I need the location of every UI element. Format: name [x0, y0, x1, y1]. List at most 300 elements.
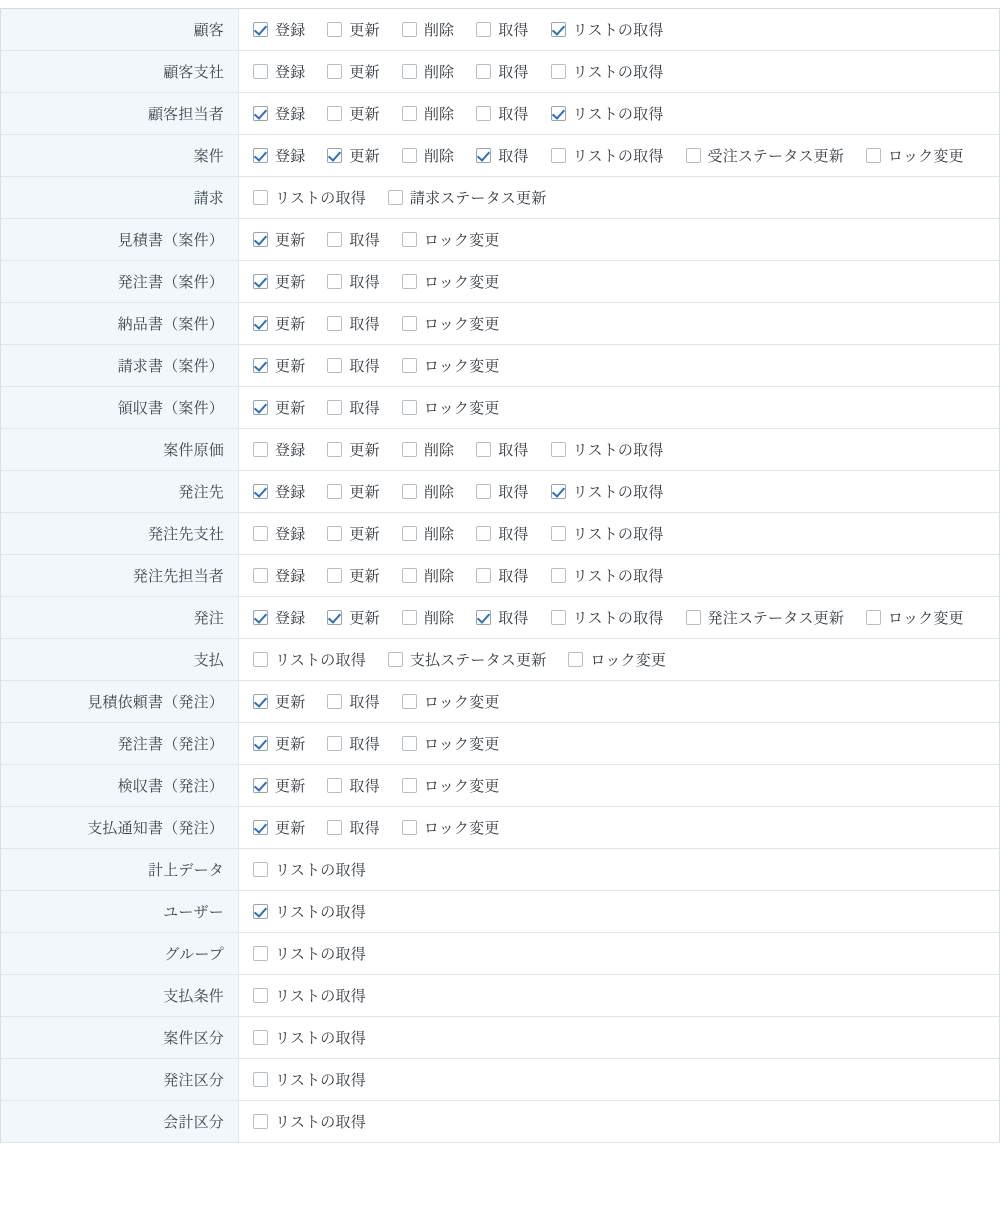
permission-checkbox-option[interactable] [568, 649, 666, 670]
permission-checkbox-option[interactable] [402, 313, 500, 334]
permission-row-label: 案件区分 [1, 1017, 239, 1059]
checkbox-unchecked-icon[interactable] [476, 64, 491, 79]
permission-checkbox-option[interactable] [327, 397, 379, 418]
permission-checkbox-option[interactable] [402, 61, 454, 82]
permission-checkbox-option[interactable] [402, 733, 500, 754]
permission-checkbox-option[interactable] [402, 103, 454, 124]
checkbox-checked-icon[interactable] [253, 232, 268, 247]
permission-option-label: リストの取得 [275, 988, 366, 1005]
permission-option-label: 更新 [275, 316, 306, 333]
checkbox-unchecked-icon[interactable] [253, 442, 268, 457]
permission-checkbox-option[interactable] [476, 19, 528, 40]
checkbox-checked-icon[interactable] [476, 610, 491, 625]
checkbox-unchecked-icon[interactable] [551, 64, 566, 79]
permission-option-label: 請求ステータス更新 [409, 190, 547, 207]
permission-option-label: 登録 [275, 22, 306, 39]
checkbox-unchecked-icon[interactable] [402, 106, 417, 121]
checkbox-unchecked-icon[interactable] [476, 526, 491, 541]
permission-row [1, 849, 1000, 891]
permission-checkbox-option[interactable] [476, 481, 528, 502]
permission-option-label: 削除 [423, 64, 455, 81]
checkbox-unchecked-icon[interactable] [388, 652, 403, 667]
permission-settings-table [0, 8, 1000, 1143]
permission-option-label: 取得 [498, 484, 529, 501]
checkbox-checked-icon[interactable] [253, 904, 268, 919]
permission-row [1, 891, 1000, 933]
permission-options [239, 723, 1000, 765]
permission-row [1, 471, 1000, 513]
permission-options [239, 219, 1000, 261]
permission-checkbox-option[interactable] [402, 691, 500, 712]
permission-option-label: 取得 [498, 64, 529, 81]
permission-checkbox-option[interactable] [327, 355, 379, 376]
permission-option-label: ロック変更 [423, 400, 500, 417]
permission-option-label: 取得 [349, 778, 380, 795]
permission-option-label: 登録 [275, 148, 306, 165]
permission-option-label: 削除 [423, 22, 455, 39]
permission-checkbox-option[interactable] [402, 145, 454, 166]
permission-checkbox-option[interactable] [253, 481, 305, 502]
permission-row-label: 顧客担当者 [1, 93, 239, 135]
permission-checkbox-option[interactable] [327, 145, 379, 166]
permission-option-label: ロック変更 [888, 610, 964, 627]
checkbox-unchecked-icon[interactable] [476, 484, 491, 499]
permission-checkbox-option[interactable] [686, 607, 845, 628]
checkbox-unchecked-icon[interactable] [327, 736, 342, 751]
permission-checkbox-option[interactable] [476, 145, 528, 166]
permission-checkbox-option[interactable] [253, 901, 366, 922]
permission-checkbox-option[interactable] [327, 61, 379, 82]
checkbox-unchecked-icon[interactable] [402, 64, 417, 79]
permission-checkbox-option[interactable] [253, 649, 366, 670]
permission-checkbox-option[interactable] [327, 733, 379, 754]
permission-checkbox-option[interactable] [402, 523, 454, 544]
permission-checkbox-option[interactable] [551, 607, 664, 628]
permission-option-label: ロック変更 [423, 232, 500, 249]
permission-row [1, 1101, 1000, 1143]
permission-row-label: 支払通知書（発注） [1, 807, 239, 849]
permission-row [1, 1017, 1000, 1059]
permission-option-label: 削除 [423, 526, 455, 543]
checkbox-unchecked-icon[interactable] [327, 778, 342, 793]
permission-option-label: リストの取得 [275, 1072, 366, 1089]
permission-checkbox-option[interactable] [253, 943, 366, 964]
permission-row-label: ユーザー [1, 891, 239, 933]
permission-options [239, 597, 1000, 639]
permission-checkbox-option[interactable] [253, 985, 366, 1006]
permission-checkbox-option[interactable] [686, 145, 845, 166]
permission-option-label: ロック変更 [423, 316, 500, 333]
permission-checkbox-option[interactable] [551, 439, 664, 460]
permission-row-label: 発注書（発注） [1, 723, 239, 765]
permission-checkbox-option[interactable] [551, 61, 664, 82]
permission-row [1, 597, 1000, 639]
permission-option-label: 取得 [349, 820, 380, 837]
permission-row-label: 発注先支社 [1, 513, 239, 555]
permission-option-label: 取得 [349, 232, 380, 249]
permission-option-label: リストの取得 [275, 1114, 366, 1131]
checkbox-checked-icon[interactable] [551, 484, 566, 499]
checkbox-unchecked-icon[interactable] [327, 274, 342, 289]
permission-option-label: 更新 [349, 106, 380, 123]
permission-row [1, 723, 1000, 765]
permission-checkbox-option[interactable] [551, 103, 664, 124]
checkbox-unchecked-icon[interactable] [476, 106, 491, 121]
permission-checkbox-option[interactable] [402, 19, 454, 40]
permission-row [1, 639, 1000, 681]
checkbox-unchecked-icon[interactable] [327, 22, 342, 37]
checkbox-unchecked-icon[interactable] [402, 358, 417, 373]
permission-checkbox-option[interactable] [402, 355, 500, 376]
permission-option-label: リストの取得 [572, 22, 664, 39]
checkbox-checked-icon[interactable] [327, 610, 342, 625]
checkbox-checked-icon[interactable] [253, 316, 268, 331]
permission-checkbox-option[interactable] [551, 145, 664, 166]
permission-options [239, 93, 1000, 135]
permission-option-label: 削除 [423, 610, 455, 627]
permission-option-label: 取得 [498, 610, 529, 627]
permission-row [1, 303, 1000, 345]
permission-row [1, 261, 1000, 303]
permission-checkbox-option[interactable] [327, 271, 379, 292]
checkbox-unchecked-icon[interactable] [402, 400, 417, 415]
permission-checkbox-option[interactable] [253, 1111, 366, 1132]
permission-checkbox-option[interactable] [253, 565, 305, 586]
checkbox-unchecked-icon[interactable] [866, 610, 881, 625]
checkbox-unchecked-icon[interactable] [327, 232, 342, 247]
checkbox-unchecked-icon[interactable] [402, 148, 417, 163]
permission-option-label: 登録 [275, 526, 306, 543]
checkbox-unchecked-icon[interactable] [327, 64, 342, 79]
permission-checkbox-option[interactable] [402, 607, 454, 628]
permission-checkbox-option[interactable] [327, 439, 379, 460]
checkbox-unchecked-icon[interactable] [253, 64, 268, 79]
permission-checkbox-option[interactable] [253, 61, 305, 82]
checkbox-unchecked-icon[interactable] [402, 526, 417, 541]
permission-checkbox-option[interactable] [253, 103, 305, 124]
permission-checkbox-option[interactable] [476, 565, 528, 586]
checkbox-unchecked-icon[interactable] [327, 106, 342, 121]
permission-checkbox-option[interactable] [253, 1069, 366, 1090]
permission-checkbox-option[interactable] [327, 481, 379, 502]
permission-options [239, 681, 1000, 723]
permission-checkbox-option[interactable] [476, 607, 528, 628]
permission-option-label: ロック変更 [423, 358, 500, 375]
permission-checkbox-option[interactable] [551, 565, 664, 586]
checkbox-unchecked-icon[interactable] [327, 568, 342, 583]
permission-checkbox-option[interactable] [866, 145, 964, 166]
permission-checkbox-option[interactable] [476, 439, 528, 460]
permission-checkbox-option[interactable] [402, 439, 454, 460]
checkbox-unchecked-icon[interactable] [402, 736, 417, 751]
checkbox-unchecked-icon[interactable] [402, 442, 417, 457]
permission-row [1, 177, 1000, 219]
permission-checkbox-option[interactable] [327, 691, 379, 712]
permission-checkbox-option[interactable] [327, 19, 379, 40]
checkbox-checked-icon[interactable] [253, 400, 268, 415]
permission-options [239, 891, 1000, 933]
permission-checkbox-option[interactable] [253, 145, 305, 166]
permission-options [239, 975, 1000, 1017]
permission-row-label: 見積書（案件） [1, 219, 239, 261]
permission-option-label: 更新 [275, 232, 306, 249]
checkbox-unchecked-icon[interactable] [253, 988, 268, 1003]
permission-checkbox-option[interactable] [253, 439, 305, 460]
checkbox-unchecked-icon[interactable] [686, 148, 701, 163]
checkbox-unchecked-icon[interactable] [402, 610, 417, 625]
checkbox-checked-icon[interactable] [253, 820, 268, 835]
permission-checkbox-option[interactable] [402, 229, 500, 250]
permission-option-label: 更新 [275, 820, 306, 837]
permission-checkbox-option[interactable] [253, 397, 305, 418]
permission-checkbox-option[interactable] [476, 103, 528, 124]
permission-checkbox-option[interactable] [253, 733, 305, 754]
permission-row [1, 1059, 1000, 1101]
permission-option-label: リストの取得 [572, 442, 664, 459]
permission-checkbox-option[interactable] [551, 19, 664, 40]
checkbox-unchecked-icon[interactable] [476, 22, 491, 37]
checkbox-unchecked-icon[interactable] [686, 610, 701, 625]
checkbox-unchecked-icon[interactable] [402, 316, 417, 331]
permission-option-label: 更新 [275, 778, 306, 795]
checkbox-unchecked-icon[interactable] [866, 148, 881, 163]
checkbox-checked-icon[interactable] [253, 22, 268, 37]
checkbox-unchecked-icon[interactable] [551, 610, 566, 625]
permission-options [239, 849, 1000, 891]
permission-option-label: 取得 [349, 274, 380, 291]
permission-option-label: リストの取得 [572, 568, 664, 585]
permission-option-label: ロック変更 [423, 274, 500, 291]
permission-option-label: リストの取得 [572, 484, 664, 501]
permission-option-label: 取得 [498, 526, 529, 543]
permission-options [239, 135, 1000, 177]
permission-checkbox-option[interactable] [253, 229, 305, 250]
permission-options [239, 471, 1000, 513]
checkbox-unchecked-icon[interactable] [253, 652, 268, 667]
checkbox-unchecked-icon[interactable] [551, 148, 566, 163]
permission-row-label: 発注先担当者 [1, 555, 239, 597]
permission-checkbox-option[interactable] [253, 859, 366, 880]
checkbox-unchecked-icon[interactable] [327, 316, 342, 331]
checkbox-unchecked-icon[interactable] [402, 232, 417, 247]
checkbox-unchecked-icon[interactable] [402, 22, 417, 37]
permission-option-label: 更新 [349, 148, 380, 165]
permission-checkbox-option[interactable] [327, 565, 379, 586]
permission-option-label: 更新 [349, 526, 380, 543]
permission-checkbox-option[interactable] [253, 1027, 366, 1048]
checkbox-unchecked-icon[interactable] [253, 946, 268, 961]
permission-checkbox-option[interactable] [551, 523, 664, 544]
checkbox-unchecked-icon[interactable] [253, 190, 268, 205]
checkbox-unchecked-icon[interactable] [402, 820, 417, 835]
permission-option-label: 削除 [423, 106, 455, 123]
checkbox-checked-icon[interactable] [253, 610, 268, 625]
checkbox-checked-icon[interactable] [253, 358, 268, 373]
checkbox-checked-icon[interactable] [253, 106, 268, 121]
permission-option-label: 更新 [349, 442, 380, 459]
checkbox-unchecked-icon[interactable] [327, 442, 342, 457]
checkbox-checked-icon[interactable] [253, 148, 268, 163]
permission-row [1, 219, 1000, 261]
checkbox-unchecked-icon[interactable] [402, 568, 417, 583]
permission-row [1, 807, 1000, 849]
permission-checkbox-option[interactable] [253, 817, 305, 838]
permission-option-label: 登録 [275, 106, 306, 123]
checkbox-checked-icon[interactable] [327, 148, 342, 163]
checkbox-checked-icon[interactable] [551, 22, 566, 37]
permission-option-label: 更新 [349, 568, 380, 585]
checkbox-unchecked-icon[interactable] [253, 526, 268, 541]
permission-checkbox-option[interactable] [402, 271, 500, 292]
permission-option-label: 削除 [423, 442, 455, 459]
permission-option-label: 更新 [275, 358, 306, 375]
permission-row [1, 387, 1000, 429]
permission-checkbox-option[interactable] [327, 607, 379, 628]
permission-checkbox-option[interactable] [551, 481, 664, 502]
permission-option-label: 登録 [275, 484, 306, 501]
permission-option-label: 更新 [275, 274, 306, 291]
permission-checkbox-option[interactable] [253, 775, 305, 796]
permission-option-label: リストの取得 [572, 106, 664, 123]
permission-row-label: 領収書（案件） [1, 387, 239, 429]
checkbox-unchecked-icon[interactable] [402, 778, 417, 793]
permission-options [239, 513, 1000, 555]
permission-option-label: 登録 [275, 442, 306, 459]
permission-option-label: 受注ステータス更新 [707, 148, 845, 165]
checkbox-unchecked-icon[interactable] [253, 862, 268, 877]
permission-row-label: 計上データ [1, 849, 239, 891]
permission-checkbox-option[interactable] [253, 19, 305, 40]
permission-options [239, 1059, 1000, 1101]
permission-option-label: ロック変更 [423, 736, 500, 753]
permission-checkbox-option[interactable] [327, 775, 379, 796]
checkbox-unchecked-icon[interactable] [551, 442, 566, 457]
permission-checkbox-option[interactable] [402, 565, 454, 586]
permission-checkbox-option[interactable] [253, 187, 366, 208]
permission-checkbox-option[interactable] [476, 61, 528, 82]
permission-checkbox-option[interactable] [402, 775, 500, 796]
permission-option-label: ロック変更 [888, 148, 964, 165]
checkbox-checked-icon[interactable] [253, 778, 268, 793]
checkbox-unchecked-icon[interactable] [388, 190, 403, 205]
checkbox-checked-icon[interactable] [551, 106, 566, 121]
permission-checkbox-option[interactable] [402, 481, 454, 502]
checkbox-unchecked-icon[interactable] [551, 568, 566, 583]
top-spacer [0, 0, 1000, 8]
permission-row-label: 支払 [1, 639, 239, 681]
permission-option-label: リストの取得 [572, 64, 664, 81]
permission-option-label: リストの取得 [275, 946, 366, 963]
permission-row [1, 93, 1000, 135]
permission-row-label: グループ [1, 933, 239, 975]
permission-row-label: 会計区分 [1, 1101, 239, 1143]
permission-row [1, 9, 1000, 51]
permission-checkbox-option[interactable] [402, 817, 500, 838]
permission-row-label: 顧客支社 [1, 51, 239, 93]
permission-checkbox-option[interactable] [253, 691, 305, 712]
checkbox-unchecked-icon[interactable] [402, 694, 417, 709]
permission-row-label: 顧客 [1, 9, 239, 51]
permission-checkbox-option[interactable] [253, 607, 305, 628]
permission-checkbox-option[interactable] [253, 523, 305, 544]
permission-option-label: 取得 [349, 736, 380, 753]
checkbox-unchecked-icon[interactable] [327, 526, 342, 541]
permission-options [239, 555, 1000, 597]
checkbox-unchecked-icon[interactable] [327, 820, 342, 835]
permission-checkbox-option[interactable] [327, 229, 379, 250]
checkbox-unchecked-icon[interactable] [568, 652, 583, 667]
checkbox-unchecked-icon[interactable] [476, 568, 491, 583]
checkbox-unchecked-icon[interactable] [476, 442, 491, 457]
permission-checkbox-option[interactable] [866, 607, 964, 628]
checkbox-unchecked-icon[interactable] [402, 274, 417, 289]
permission-option-label: リストの取得 [275, 1030, 366, 1047]
permission-checkbox-option[interactable] [253, 313, 305, 334]
checkbox-unchecked-icon[interactable] [327, 484, 342, 499]
permission-option-label: 取得 [349, 316, 380, 333]
permission-row-label: 請求書（案件） [1, 345, 239, 387]
checkbox-unchecked-icon[interactable] [253, 1114, 268, 1129]
checkbox-checked-icon[interactable] [476, 148, 491, 163]
permission-checkbox-option[interactable] [476, 523, 528, 544]
checkbox-unchecked-icon[interactable] [253, 568, 268, 583]
permission-row-label: 請求 [1, 177, 239, 219]
permission-row-label: 案件 [1, 135, 239, 177]
checkbox-checked-icon[interactable] [253, 736, 268, 751]
permission-option-label: リストの取得 [275, 652, 366, 669]
permission-option-label: 削除 [423, 568, 455, 585]
permission-row [1, 765, 1000, 807]
permission-options [239, 807, 1000, 849]
checkbox-unchecked-icon[interactable] [402, 484, 417, 499]
permission-checkbox-option[interactable] [253, 271, 305, 292]
permission-table-body [1, 9, 1000, 1143]
permission-checkbox-option[interactable] [388, 187, 547, 208]
permission-option-label: 登録 [275, 64, 306, 81]
permission-options [239, 261, 1000, 303]
permission-option-label: 取得 [498, 148, 529, 165]
permission-checkbox-option[interactable] [327, 313, 379, 334]
permission-option-label: 取得 [498, 106, 529, 123]
permission-row [1, 429, 1000, 471]
checkbox-unchecked-icon[interactable] [327, 358, 342, 373]
permission-checkbox-option[interactable] [327, 523, 379, 544]
checkbox-unchecked-icon[interactable] [551, 526, 566, 541]
permission-option-label: 取得 [498, 568, 529, 585]
permission-checkbox-option[interactable] [327, 817, 379, 838]
checkbox-checked-icon[interactable] [253, 484, 268, 499]
permission-option-label: リストの取得 [275, 904, 366, 921]
permission-row [1, 681, 1000, 723]
permission-row [1, 933, 1000, 975]
permission-checkbox-option[interactable] [327, 103, 379, 124]
permission-options [239, 303, 1000, 345]
permission-checkbox-option[interactable] [388, 649, 547, 670]
checkbox-checked-icon[interactable] [253, 694, 268, 709]
permission-option-label: ロック変更 [423, 820, 500, 837]
permission-checkbox-option[interactable] [402, 397, 500, 418]
permission-checkbox-option[interactable] [253, 355, 305, 376]
checkbox-checked-icon[interactable] [253, 274, 268, 289]
checkbox-unchecked-icon[interactable] [253, 1030, 268, 1045]
permission-options [239, 1017, 1000, 1059]
permission-row [1, 345, 1000, 387]
checkbox-unchecked-icon[interactable] [327, 694, 342, 709]
checkbox-unchecked-icon[interactable] [327, 400, 342, 415]
checkbox-unchecked-icon[interactable] [253, 1072, 268, 1087]
permission-option-label: 更新 [275, 736, 306, 753]
permission-option-label: 取得 [349, 694, 380, 711]
